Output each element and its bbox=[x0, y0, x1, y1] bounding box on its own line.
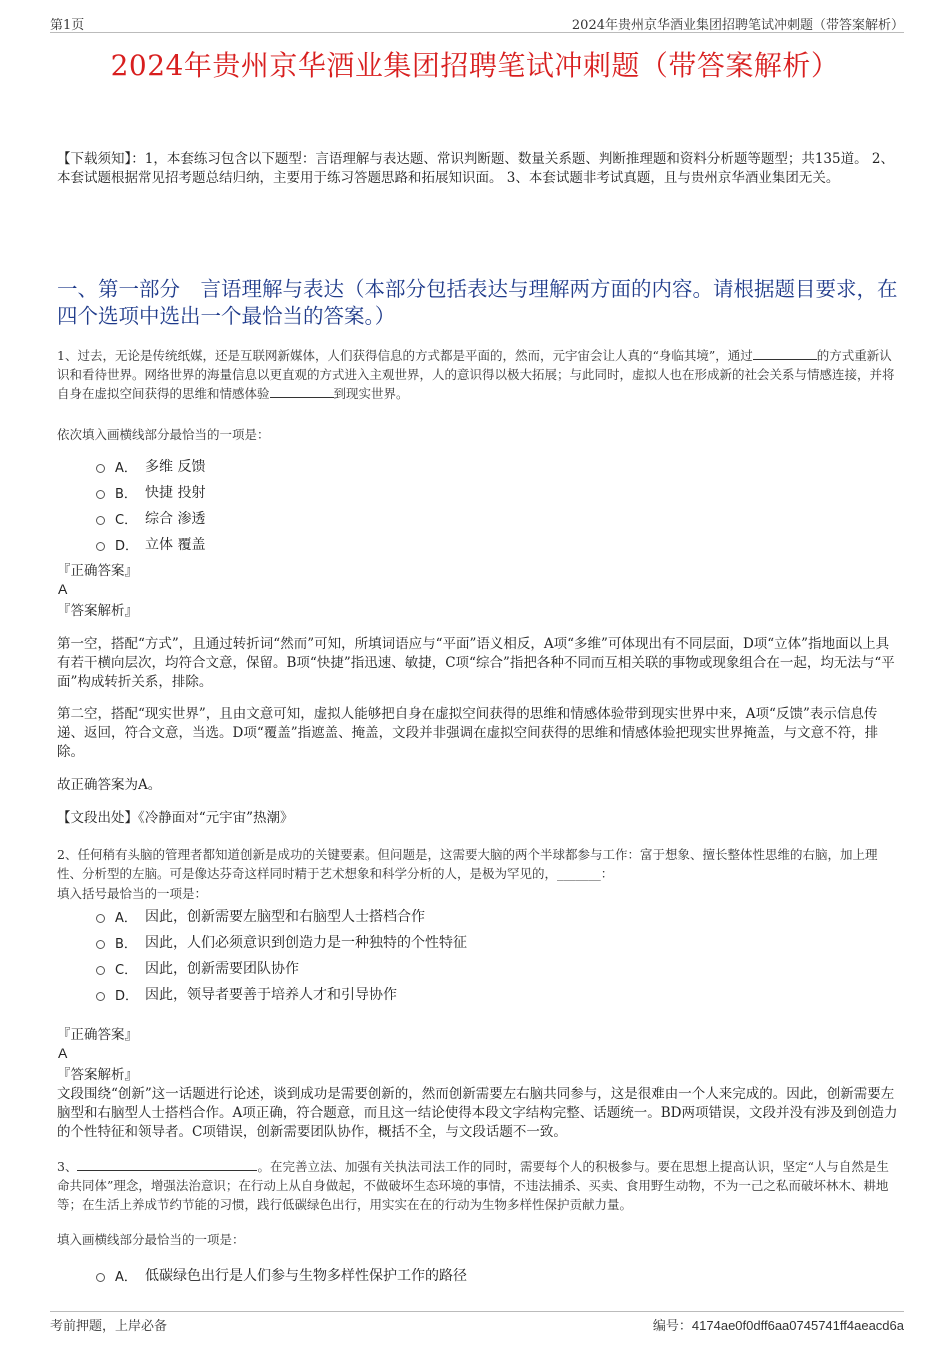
analysis-conclusion: 故正确答案为A。 bbox=[57, 777, 162, 793]
option-c[interactable] bbox=[96, 955, 467, 981]
question-3-prompt: 填入画横线部分最恰当的一项是： bbox=[57, 1232, 245, 1247]
correct-answer-label: 『正确答案』 bbox=[57, 1027, 138, 1043]
blank-line bbox=[270, 385, 334, 398]
option-letter: A． bbox=[115, 460, 137, 476]
question-3-options bbox=[96, 1262, 467, 1288]
option-letter: C． bbox=[115, 962, 138, 978]
radio-icon[interactable] bbox=[96, 940, 105, 949]
option-letter: A． bbox=[115, 910, 137, 926]
blank-line bbox=[77, 1158, 257, 1171]
radio-icon[interactable] bbox=[96, 1273, 105, 1282]
option-text: 因此，人们必须意识到创造力是一种独特的个性特征 bbox=[145, 935, 467, 951]
question-3-stem bbox=[57, 1157, 899, 1214]
option-letter: B． bbox=[115, 486, 137, 502]
option-d[interactable] bbox=[96, 531, 205, 557]
page-header bbox=[50, 12, 904, 33]
option-text: 综合 渗透 bbox=[145, 511, 206, 527]
option-text: 立体 覆盖 bbox=[145, 537, 206, 553]
section-heading: 一、第一部分 言语理解与表达（本部分包括表达与理解两方面的内容。请根据题目要求，在四个选项中选出一个最恰当的答案。） bbox=[57, 277, 898, 328]
option-b[interactable] bbox=[96, 479, 205, 505]
radio-icon[interactable] bbox=[96, 966, 105, 975]
text-source: 【文段出处】《冷静面对“元宇宙”热潮》 bbox=[57, 810, 294, 826]
option-text: 因此，领导者要善于培养人才和引导协作 bbox=[145, 987, 397, 1003]
radio-icon[interactable] bbox=[96, 992, 105, 1001]
page-title: 2024年贵州京华酒业集团招聘笔试冲刺题（带答案解析） bbox=[110, 49, 840, 82]
header-doc-title: 2024年贵州京华酒业集团招聘笔试冲刺题（带答案解析） bbox=[571, 18, 904, 33]
question-1-options bbox=[96, 453, 205, 557]
question-2-options bbox=[96, 903, 467, 1007]
option-c[interactable] bbox=[96, 505, 205, 531]
q1-stem-part-c: 到现实世界。 bbox=[333, 386, 409, 401]
radio-icon[interactable] bbox=[96, 542, 105, 551]
document-id-label: 编号： bbox=[652, 1319, 692, 1334]
option-text: 低碳绿色出行是人们参与生物多样性保护工作的路径 bbox=[145, 1268, 467, 1284]
footer-slogan: 考前押题，上岸必备 bbox=[50, 1319, 168, 1334]
option-letter: B． bbox=[115, 936, 137, 952]
question-2-prompt: 填入括号最恰当的一项是： bbox=[57, 886, 208, 901]
analysis-paragraph-2: 第二空，搭配“现实世界”，且由文意可知，虚拟人能够把自身在虚拟空间获得的思维和情感体验带到现实世界中来，A项“反馈”表示信息传递、返回，符合文意，当选。D项“覆盖”指遮盖、掩盖，文段并非强调在虚拟空间获得的思维和情感体验把现实世界掩盖，与文意不符，排除。 bbox=[57, 706, 879, 760]
option-letter: A． bbox=[115, 1269, 137, 1285]
option-a[interactable] bbox=[96, 1262, 467, 1288]
page-number: 第1页 bbox=[50, 18, 85, 33]
radio-icon[interactable] bbox=[96, 490, 105, 499]
q3-stem-number: 3、 bbox=[57, 1159, 78, 1174]
question-1-prompt: 依次填入画横线部分最恰当的一项是： bbox=[57, 427, 270, 442]
option-d[interactable] bbox=[96, 981, 467, 1007]
option-text: 因此，创新需要左脑型和右脑型人士搭档合作 bbox=[145, 909, 425, 925]
radio-icon[interactable] bbox=[96, 516, 105, 525]
correct-answer: A bbox=[58, 1045, 68, 1061]
option-text: 多维 反馈 bbox=[145, 459, 206, 475]
analysis-paragraph: 文段围绕“创新”这一话题进行论述，谈到成功是需要创新的，然而创新需要左右脑共同参与，这是很难由一个人来完成的。因此，创新需要左脑型和右脑型人士搭档合作。A项正确，符合题意，而且这一结论使得本段文字结构完整、话题统一。BD两项错误，文段并没有涉及到创造力的个性特征和领导者。C项错误，创新需要团队协作，概括不全，与文段话题不一致。 bbox=[57, 1086, 898, 1140]
radio-icon[interactable] bbox=[96, 914, 105, 923]
correct-answer: A bbox=[58, 581, 68, 597]
document-id-code: 4174ae0f0dff6aa0745741ff4aeacd6a bbox=[691, 1318, 904, 1333]
option-text: 因此，创新需要团队协作 bbox=[145, 961, 299, 977]
option-text: 快捷 投射 bbox=[145, 485, 206, 501]
blank-line bbox=[753, 347, 817, 360]
download-notice: 【下载须知】：1，本套练习包含以下题型：言语理解与表达题、常识判断题、数量关系题、判断推理题和资料分析题等题型；共135道。 2、本套试题根据常见招考题总结归纳，主要用于练习答题思路和拓展知识面。 3、本套试题非考试真题，且与贵州京华酒业集团无关。 bbox=[57, 151, 894, 186]
analysis-paragraph-1: 第一空，搭配“方式”，且通过转折词“然而”可知，所填词语应与“平面”语义相反，A项“多维”可体现出有不同层面，D项“立体”指地面以上具有若干横向层次，均符合文意，保留。B项“快捷”指迅速、敏捷，C项“综合”指把各种不同而互相关联的事物或现象组合在一起，均无法与“平面”构成转折关系，排除。 bbox=[57, 636, 895, 690]
document-id bbox=[653, 1315, 904, 1334]
q1-stem-part-b: 的方式重新认识和看待世界。网络世界的海量信息以更直观的方式进入主观世界，人的意识得以极大拓展；与此同时，虚拟人也在形成新的社会关系与情感连接，并将自身在虚拟空间获得的思维和情感体验 bbox=[57, 348, 895, 401]
correct-answer-label: 『正确答案』 bbox=[57, 563, 138, 579]
option-b[interactable] bbox=[96, 929, 467, 955]
option-letter: D． bbox=[115, 538, 139, 554]
analysis-label: 『答案解析』 bbox=[57, 1067, 138, 1083]
question-2-stem: 2、任何稍有头脑的管理者都知道创新是成功的关键要素。但问题是，这需要大脑的两个半球都参与工作：富于想象、擅长整体性思维的右脑，加上理性、分析型的左脑。可是像达芬奇这样同时精于艺术想象和科学分析的人，是极为罕见的，_______： bbox=[57, 847, 878, 881]
analysis-label: 『答案解析』 bbox=[57, 603, 138, 619]
option-letter: C． bbox=[115, 512, 138, 528]
radio-icon[interactable] bbox=[96, 464, 105, 473]
option-a[interactable] bbox=[96, 903, 467, 929]
option-letter: D． bbox=[115, 988, 139, 1004]
page-footer bbox=[50, 1311, 904, 1334]
option-a[interactable] bbox=[96, 453, 205, 479]
question-1-stem bbox=[57, 346, 899, 403]
q3-stem-body: 。在完善立法、加强有关执法司法工作的同时，需要每个人的积极参与。要在思想上提高认识，坚定“人与自然是生命共同体”理念，增强法治意识；在行动上从自身做起，不做破坏生态环境的事情，不违法捕杀、买卖、食用野生动物，不为一己之私而破坏林木、耕地等；在生活上养成节约节能的习惯，践行低碳绿色出行，用实实在在的行动为生物多样性保护贡献力量。 bbox=[57, 1159, 889, 1212]
q1-stem-part-a: 1、过去，无论是传统纸媒，还是互联网新媒体，人们获得信息的方式都是平面的，然而，元宇宙会让人真的“身临其境”，通过 bbox=[57, 348, 753, 363]
